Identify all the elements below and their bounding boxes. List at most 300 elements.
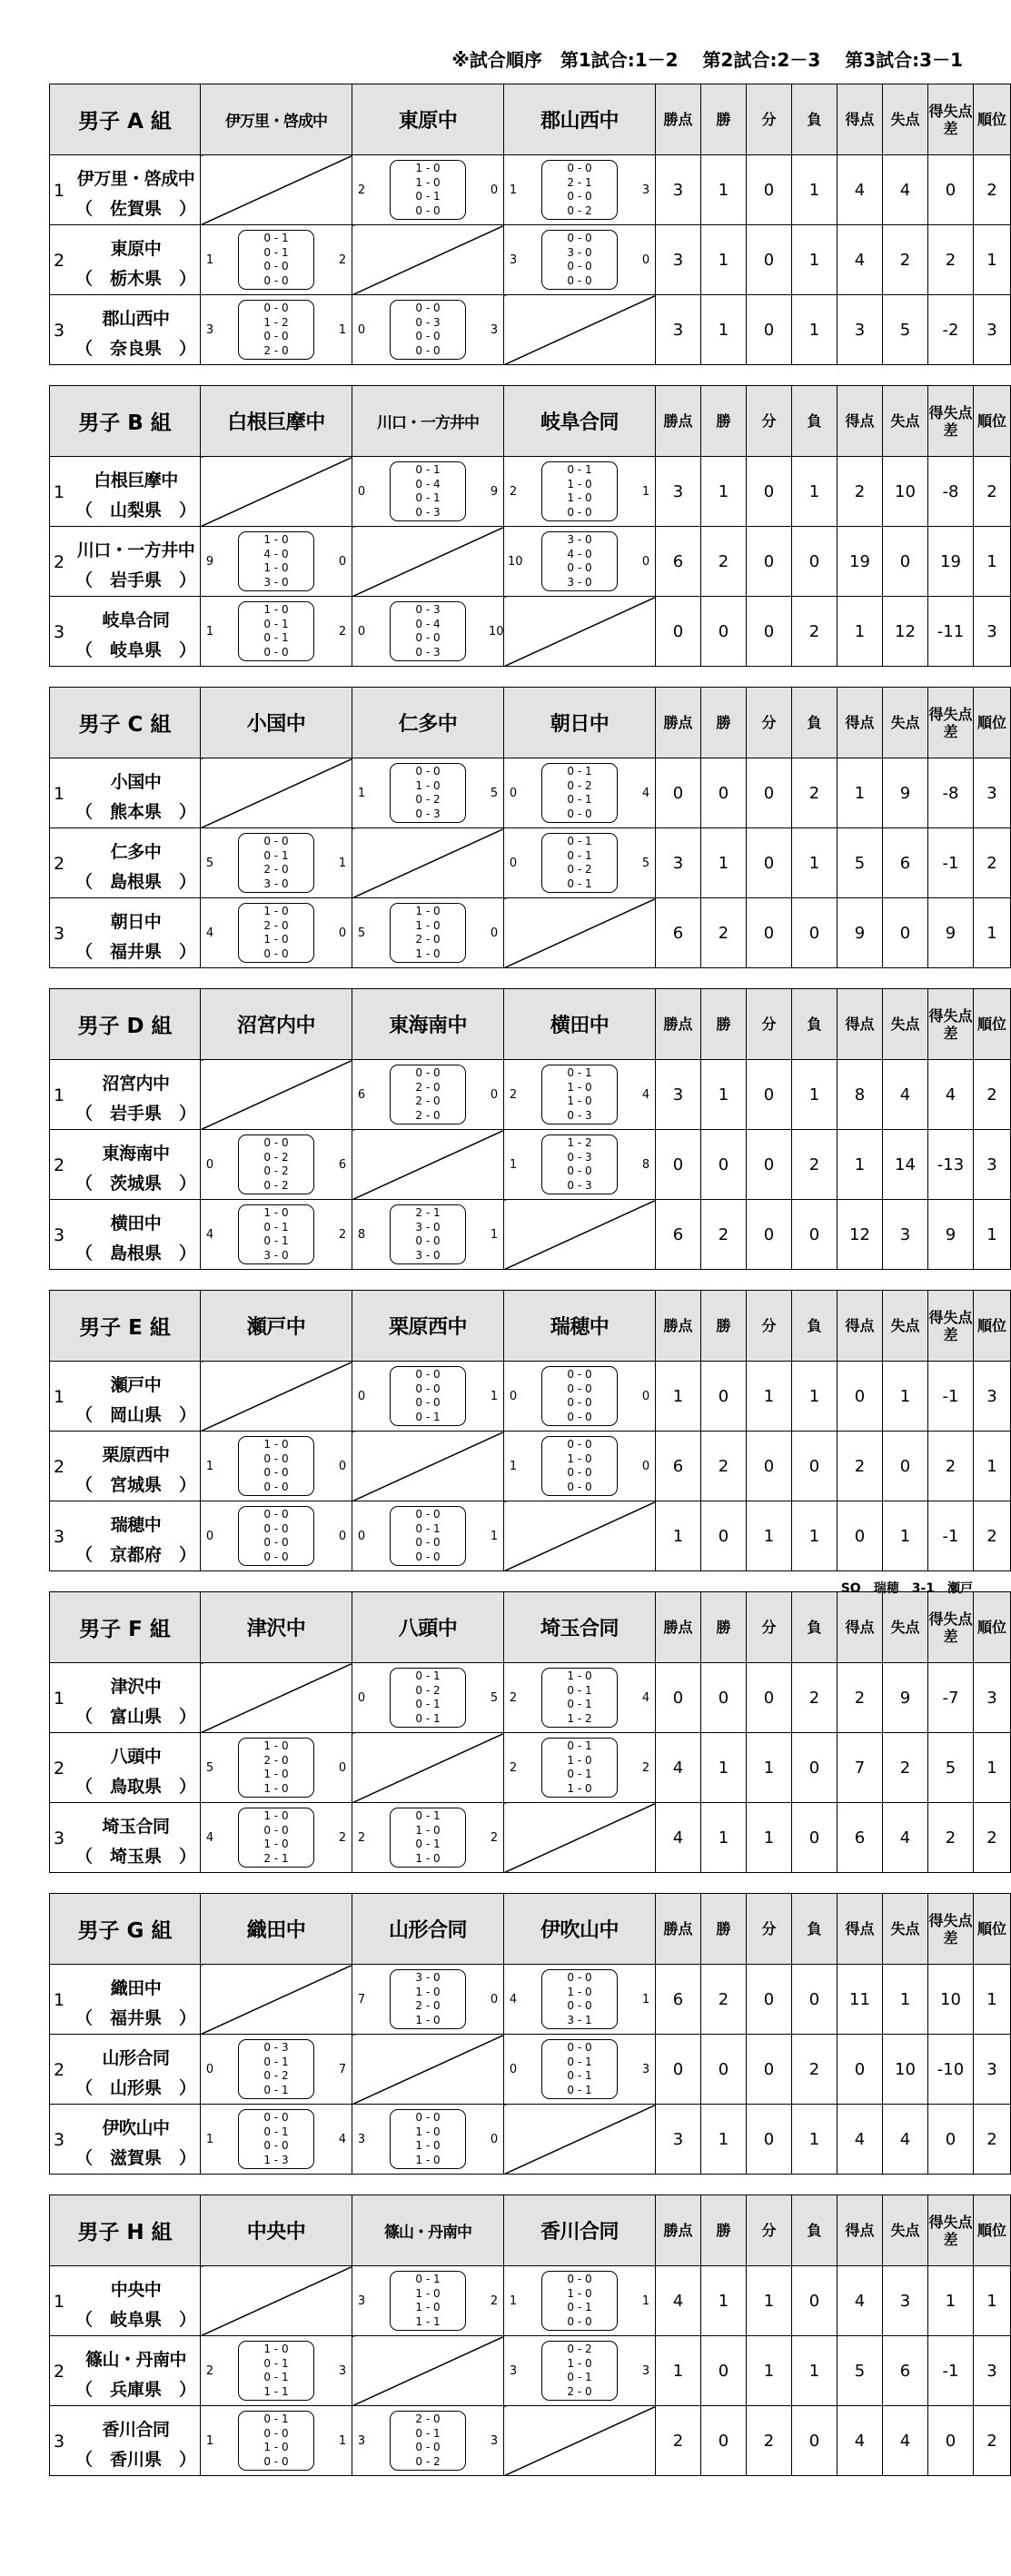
stat-value: 3 <box>656 2105 701 2175</box>
stat-value: 10 <box>928 1965 974 2035</box>
score-cell <box>201 2406 352 2476</box>
team-prefecture: （ 山形県 ） <box>74 2078 196 2098</box>
period-score: 1 - 0 <box>415 175 441 189</box>
stat-value: 0 <box>747 1060 792 1130</box>
stat-header-4: 得点 <box>838 386 883 457</box>
stat-header-7: 順位 <box>974 1291 1011 1362</box>
team-cell <box>50 2336 201 2406</box>
team-school: 瀬戸中 <box>110 1375 162 1395</box>
group-block <box>49 1893 1006 2175</box>
score-cell <box>201 898 352 968</box>
team-cell <box>50 1663 201 1733</box>
period-score: 0 - 0 <box>567 260 592 273</box>
period-score: 0 - 1 <box>263 1220 289 1234</box>
team-info <box>50 2406 200 2475</box>
team-prefecture: （ 富山県 ） <box>74 1707 196 1727</box>
score-cell <box>504 1733 656 1803</box>
team-row <box>50 457 1011 527</box>
goals-for: 1 <box>509 2294 518 2308</box>
stat-value: 3 <box>656 457 701 527</box>
team-cell <box>50 898 201 968</box>
match-score <box>201 2105 352 2174</box>
team-prefecture: （ 香川県 ） <box>74 2450 196 2470</box>
period-score: 1 - 0 <box>567 1781 592 1795</box>
match-score <box>504 1130 655 1199</box>
period-score: 0 - 0 <box>567 505 592 519</box>
stat-value: 1 <box>701 457 747 527</box>
self-match-cell <box>201 1362 352 1432</box>
stat-value: 1 <box>974 2266 1011 2336</box>
goals-for: 0 <box>357 484 366 499</box>
stat-value: 4 <box>883 2105 928 2175</box>
period-score: 1 - 0 <box>263 2343 289 2355</box>
period-score: 0 - 1 <box>415 463 441 476</box>
team-index: 2 <box>54 251 65 271</box>
stat-value: 1 <box>792 2336 838 2406</box>
team-school: 小国中 <box>110 772 162 792</box>
stat-value: 2 <box>974 828 1011 898</box>
stat-header-4: 得点 <box>838 1592 883 1663</box>
period-score: 0 - 1 <box>263 2083 289 2096</box>
period-score: 0 - 0 <box>567 2041 592 2054</box>
stat-value: 0 <box>701 758 747 828</box>
period-score: 0 - 2 <box>263 2069 289 2083</box>
stat-value: -1 <box>928 828 974 898</box>
goals-for: 4 <box>205 926 214 940</box>
match-score <box>201 2406 352 2475</box>
stat-value: 1 <box>883 1501 928 1571</box>
period-score: 0 - 0 <box>263 260 289 273</box>
self-match-cell <box>201 1663 352 1733</box>
goals-for: 8 <box>357 1227 366 1242</box>
stat-value: 0 <box>656 597 701 667</box>
team-cell <box>50 155 201 225</box>
match-score <box>352 898 503 967</box>
team-school: 中央中 <box>110 2280 162 2300</box>
period-score: 0 - 2 <box>567 863 592 877</box>
period-score: 3 - 0 <box>567 245 592 259</box>
team-index: 2 <box>54 2060 65 2080</box>
period-score: 0 - 1 <box>263 2413 289 2425</box>
stat-header-7: 順位 <box>974 688 1011 758</box>
period-score: 0 - 0 <box>567 273 592 287</box>
stat-value: 2 <box>701 1965 747 2035</box>
team-school: 篠山・丹南中 <box>84 2350 186 2370</box>
stat-value: 2 <box>928 225 974 295</box>
period-score: 0 - 4 <box>415 617 441 630</box>
match-score <box>504 828 655 897</box>
goals-for: 3 <box>357 2294 366 2308</box>
team-row <box>50 1803 1011 1873</box>
period-score: 0 - 3 <box>415 505 441 519</box>
period-score: 0 - 1 <box>415 190 441 203</box>
team-row <box>50 828 1011 898</box>
stat-value: 0 <box>747 2105 792 2175</box>
stat-value: 0 <box>701 2336 747 2406</box>
header-row <box>50 84 1011 155</box>
opponent-header: 伊吹山中 <box>504 1894 656 1965</box>
team-info <box>50 1432 200 1501</box>
period-score: 3 - 1 <box>567 2013 592 2026</box>
stat-value: 0 <box>747 758 792 828</box>
period-score: 0 - 1 <box>263 245 289 259</box>
stat-header-1: 勝 <box>701 688 747 758</box>
stat-value: 1 <box>792 155 838 225</box>
stat-value: 4 <box>883 1803 928 1873</box>
period-score: 0 - 3 <box>415 645 441 659</box>
stat-value: 1 <box>701 295 747 365</box>
stat-value: 6 <box>656 1200 701 1270</box>
period-scores <box>541 160 618 220</box>
stat-value: 2 <box>928 1803 974 1873</box>
goals-for: 4 <box>205 1830 214 1845</box>
period-score: 2 - 0 <box>263 343 289 357</box>
goals-against: 0 <box>641 1389 650 1403</box>
group-table <box>49 84 1011 365</box>
team-index: 1 <box>54 1689 65 1709</box>
stat-value: 0 <box>883 527 928 597</box>
period-score: 1 - 0 <box>263 1781 289 1795</box>
stat-value: -13 <box>928 1130 974 1200</box>
team-info <box>50 2336 200 2405</box>
stat-value: 2 <box>792 597 838 667</box>
stat-value: 2 <box>747 2406 792 2476</box>
period-score: 2 - 0 <box>263 918 289 932</box>
period-score: 0 - 1 <box>415 1711 441 1725</box>
stat-value: 2 <box>974 2105 1011 2175</box>
score-cell <box>504 758 656 828</box>
period-score: 1 - 0 <box>567 1095 592 1108</box>
team-school: 山形合同 <box>102 2048 170 2068</box>
stat-value: 1 <box>792 1501 838 1571</box>
stat-header-2: 分 <box>747 1894 792 1965</box>
stat-value: 0 <box>883 1432 928 1501</box>
team-prefecture: （ 岐阜県 ） <box>74 2310 196 2330</box>
period-score: 2 - 1 <box>263 1851 289 1865</box>
stat-value: 12 <box>838 1200 883 1270</box>
stat-value: 0 <box>838 1501 883 1571</box>
goals-against: 9 <box>490 484 499 499</box>
team-school: 織田中 <box>110 1978 162 1998</box>
opponent-header: 織田中 <box>201 1894 352 1965</box>
match-score <box>352 457 503 526</box>
score-cell <box>352 758 504 828</box>
goals-for: 2 <box>509 1690 518 1705</box>
stat-value: 0 <box>792 527 838 597</box>
team-cell <box>50 457 201 527</box>
team-row <box>50 1200 1011 1270</box>
period-score: 0 - 1 <box>263 2125 289 2138</box>
period-score: 0 - 0 <box>263 2139 289 2153</box>
opponent-header: 東海南中 <box>352 989 504 1060</box>
team-prefecture: （ 宮城県 ） <box>74 1475 196 1495</box>
period-score: 0 - 1 <box>567 765 592 778</box>
stat-header-5: 失点 <box>883 1894 928 1965</box>
self-match-cell <box>201 155 352 225</box>
stat-value: 1 <box>974 1432 1011 1501</box>
group-name: 男子 A 組 <box>50 84 201 155</box>
stat-value: 3 <box>974 2336 1011 2406</box>
team-prefecture: （ 福井県 ） <box>74 2008 196 2028</box>
period-score: 1 - 1 <box>415 2314 441 2328</box>
period-scores <box>541 2039 618 2099</box>
stat-value: 0 <box>701 2035 747 2105</box>
goals-against: 2 <box>338 1227 347 1242</box>
stat-value: 3 <box>656 1060 701 1130</box>
stat-value: 8 <box>838 1060 883 1130</box>
period-score: 0 - 0 <box>567 807 592 820</box>
opponent-header: 横田中 <box>504 989 656 1060</box>
period-score: 2 - 0 <box>415 1999 441 2013</box>
period-score: 0 - 1 <box>263 1234 289 1248</box>
goals-against: 1 <box>490 1389 499 1403</box>
team-prefecture: （ 鳥取県 ） <box>74 1777 196 1797</box>
period-score: 0 - 0 <box>263 1480 289 1493</box>
match-score <box>352 2105 503 2174</box>
period-score: 0 - 1 <box>263 2055 289 2068</box>
period-score: 1 - 0 <box>567 477 592 490</box>
match-score <box>504 1965 655 2034</box>
team-row <box>50 597 1011 667</box>
goals-for: 2 <box>205 2363 214 2378</box>
stat-value: 6 <box>656 1965 701 2035</box>
goals-against: 1 <box>338 856 347 870</box>
period-scores <box>390 1065 466 1125</box>
period-scores <box>541 2271 618 2331</box>
opponent-header: 小国中 <box>201 688 352 758</box>
period-score: 1 - 2 <box>567 1711 592 1725</box>
match-score <box>201 1501 352 1570</box>
self-match-cell <box>352 2336 504 2406</box>
stat-value: 3 <box>656 225 701 295</box>
period-score: 3 - 0 <box>263 877 289 890</box>
period-score: 1 - 0 <box>415 1851 441 1865</box>
stat-value: 1 <box>656 2336 701 2406</box>
stat-value: 5 <box>928 1733 974 1803</box>
stat-value: 1 <box>747 1362 792 1432</box>
stat-value: 4 <box>838 2105 883 2175</box>
team-row <box>50 1733 1011 1803</box>
team-info <box>50 225 200 294</box>
stat-value: 0 <box>747 1130 792 1200</box>
period-score: 0 - 0 <box>415 1550 441 1563</box>
self-match-cell <box>504 1501 656 1571</box>
self-match-cell <box>201 1060 352 1130</box>
period-score: 0 - 1 <box>567 2055 592 2068</box>
goals-for: 0 <box>357 624 366 639</box>
goals-for: 1 <box>205 624 214 639</box>
team-row <box>50 1501 1011 1571</box>
stat-value: 0 <box>792 1733 838 1803</box>
team-row <box>50 758 1011 828</box>
stat-header-2: 分 <box>747 1291 792 1362</box>
header-row <box>50 2195 1011 2266</box>
period-scores <box>390 2411 466 2471</box>
group-table <box>49 1591 1011 1873</box>
stat-value: 0 <box>838 1362 883 1432</box>
period-scores <box>541 531 618 591</box>
team-prefecture: （ 兵庫県 ） <box>74 2380 196 2400</box>
match-score <box>201 1733 352 1802</box>
stat-value: -2 <box>928 295 974 365</box>
stat-value: 1 <box>701 2266 747 2336</box>
period-score: 0 - 0 <box>263 1521 289 1535</box>
match-score <box>201 597 352 666</box>
score-cell <box>201 1501 352 1571</box>
stat-value: 1 <box>974 1200 1011 1270</box>
score-cell <box>201 1803 352 1873</box>
goals-for: 2 <box>357 183 366 197</box>
score-cell <box>504 1362 656 1432</box>
goals-against: 2 <box>641 1760 650 1775</box>
stat-header-4: 得点 <box>838 688 883 758</box>
team-index: 3 <box>54 1828 65 1848</box>
period-scores <box>238 1808 314 1868</box>
group-name: 男子 G 組 <box>50 1894 201 1965</box>
score-cell <box>504 1060 656 1130</box>
group-name: 男子 D 組 <box>50 989 201 1060</box>
period-scores <box>541 1738 618 1798</box>
opponent-header: 沼宮内中 <box>201 989 352 1060</box>
team-index: 3 <box>54 1225 65 1245</box>
period-score: 2 - 0 <box>415 1095 441 1108</box>
goals-against: 4 <box>641 786 650 800</box>
team-school: 朝日中 <box>110 912 162 932</box>
stat-value: 1 <box>701 2105 747 2175</box>
team-cell <box>50 1733 201 1803</box>
period-score: 1 - 0 <box>567 1080 592 1094</box>
period-score: 0 - 0 <box>415 1234 441 1248</box>
period-score: 0 - 0 <box>567 2314 592 2328</box>
team-index: 1 <box>54 784 65 804</box>
self-match-cell <box>201 758 352 828</box>
self-match-cell <box>352 2035 504 2105</box>
opponent-header: 朝日中 <box>504 688 656 758</box>
period-score: 1 - 0 <box>567 1753 592 1767</box>
stat-value: -8 <box>928 457 974 527</box>
team-prefecture: （ 滋賀県 ） <box>74 2148 196 2168</box>
goals-against: 1 <box>641 2294 650 2308</box>
stat-value: 1 <box>974 898 1011 968</box>
header-row <box>50 1291 1011 1362</box>
stat-value: 0 <box>701 2406 747 2476</box>
stat-value: 3 <box>974 1130 1011 1200</box>
score-cell <box>352 155 504 225</box>
period-score: 0 - 1 <box>567 1698 592 1711</box>
match-score <box>504 225 655 294</box>
stat-value: 2 <box>838 1663 883 1733</box>
stat-value: 4 <box>656 2266 701 2336</box>
match-score <box>201 1432 352 1501</box>
stat-header-7: 順位 <box>974 989 1011 1060</box>
period-score: 0 - 1 <box>567 2083 592 2096</box>
match-score <box>352 295 503 364</box>
period-scores <box>390 903 466 963</box>
team-index: 1 <box>54 482 65 502</box>
match-score <box>352 597 503 666</box>
stat-value: 1 <box>747 2336 792 2406</box>
period-score: 0 - 1 <box>415 491 441 505</box>
team-row <box>50 1130 1011 1200</box>
team-school: 八頭中 <box>110 1747 162 1767</box>
period-score: 0 - 1 <box>415 1669 441 1682</box>
period-score: 1 - 1 <box>263 2384 289 2398</box>
period-score: 0 - 2 <box>567 2343 592 2355</box>
team-prefecture: （ 岡山県 ） <box>74 1405 196 1425</box>
stat-value: 3 <box>656 828 701 898</box>
opponent-header: 瑞穂中 <box>504 1291 656 1362</box>
period-score: 3 - 0 <box>415 1220 441 1234</box>
stat-header-2: 分 <box>747 688 792 758</box>
opponent-header: 伊万里・啓成中 <box>201 84 352 155</box>
goals-for: 1 <box>509 1157 518 1172</box>
stat-value: 19 <box>928 527 974 597</box>
period-scores <box>390 1668 466 1728</box>
goals-against: 10 <box>489 624 504 639</box>
stat-value: 1 <box>792 2105 838 2175</box>
opponent-header: 東原中 <box>352 84 504 155</box>
stat-header-4: 得点 <box>838 2195 883 2266</box>
stat-value: 2 <box>974 155 1011 225</box>
period-scores <box>541 1134 618 1194</box>
stat-value: 0 <box>701 597 747 667</box>
stat-header-0: 勝点 <box>656 1894 701 1965</box>
stat-value: 0 <box>747 155 792 225</box>
goals-for: 1 <box>205 253 214 267</box>
stat-value: 0 <box>747 457 792 527</box>
team-cell <box>50 1501 201 1571</box>
score-cell <box>504 527 656 597</box>
team-row <box>50 2336 1011 2406</box>
goals-against: 5 <box>490 786 499 800</box>
stat-value: 4 <box>883 2406 928 2476</box>
stat-value: 14 <box>883 1130 928 1200</box>
period-scores <box>541 2341 618 2401</box>
stat-value: 1 <box>747 1803 792 1873</box>
stat-value: 0 <box>792 1803 838 1873</box>
self-match-cell <box>201 2266 352 2336</box>
stat-value: 2 <box>838 1432 883 1501</box>
period-scores <box>238 300 314 360</box>
score-cell <box>504 2266 656 2336</box>
match-score <box>352 1362 503 1431</box>
group-block <box>49 988 1006 1270</box>
stat-value: 3 <box>974 295 1011 365</box>
stat-value: 1 <box>701 1733 747 1803</box>
team-prefecture: （ 奈良県 ） <box>74 339 196 359</box>
team-cell <box>50 1060 201 1130</box>
team-index: 2 <box>54 1155 65 1175</box>
period-score: 0 - 1 <box>567 2371 592 2384</box>
goals-against: 0 <box>641 253 650 267</box>
opponent-header: 郡山西中 <box>504 84 656 155</box>
stat-value: 6 <box>656 527 701 597</box>
goals-against: 1 <box>641 484 650 499</box>
period-score: 0 - 1 <box>567 2069 592 2083</box>
goals-against: 3 <box>641 2363 650 2378</box>
self-match-cell <box>504 2105 656 2175</box>
stat-value: 0 <box>747 225 792 295</box>
group-name: 男子 H 組 <box>50 2195 201 2266</box>
period-score: 1 - 0 <box>415 2139 441 2153</box>
team-index: 2 <box>54 2362 65 2382</box>
stat-value: 4 <box>928 1060 974 1130</box>
stat-value: 0 <box>656 1130 701 1200</box>
score-cell <box>352 2406 504 2476</box>
goals-against: 0 <box>641 1459 650 1473</box>
period-score: 0 - 1 <box>415 1410 441 1423</box>
period-scores <box>390 1204 466 1264</box>
